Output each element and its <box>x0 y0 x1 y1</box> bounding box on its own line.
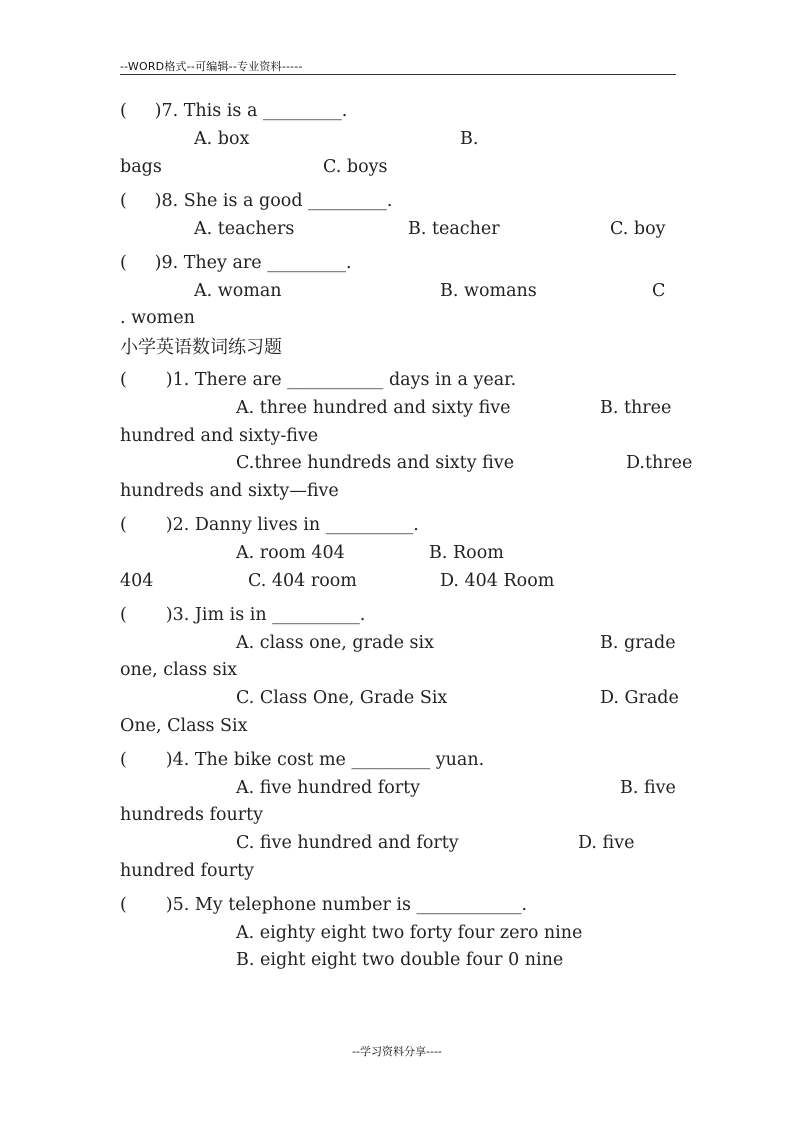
option-a: A. three hundred and sixty five <box>236 398 511 418</box>
question-9: ( )9. They are _________. <box>120 253 352 273</box>
question-7: ( )7. This is a _________. <box>120 101 348 121</box>
option-b: B. womans <box>440 281 537 301</box>
option-c: C <box>652 281 666 301</box>
option-a: A. eighty eight two forty four zero nine <box>236 923 583 943</box>
question-5: ( )5. My telephone number is ____________. <box>120 895 528 915</box>
option-a: A. box <box>194 129 250 149</box>
section-title: 小学英语数词练习题 <box>120 337 282 358</box>
option-d-text: hundred fourty <box>120 861 255 881</box>
option-c: C. boy <box>610 219 666 239</box>
page-header: --WORD格式--可编辑--专业资料----- <box>120 60 303 73</box>
question-2: ( )2. Danny lives in __________. <box>120 515 419 535</box>
question-3: ( )3. Jim is in __________. <box>120 605 366 625</box>
option-c: C. Class One, Grade Six <box>236 688 448 708</box>
option-c: C. five hundred and forty <box>236 833 459 853</box>
option-b: B. three <box>600 398 672 418</box>
option-a: A. woman <box>194 281 282 301</box>
option-b: B. eight eight two double four 0 nine <box>236 950 564 970</box>
option-d: D. Grade <box>600 688 679 708</box>
option-b: B. grade <box>600 633 676 653</box>
page-footer: --学习资料分享---- <box>352 1045 442 1058</box>
question-1: ( )1. There are ___________ days in a year. <box>120 370 517 390</box>
option-d-text: hundreds and sixty—five <box>120 481 339 501</box>
option-b-text: hundreds fourty <box>120 805 264 825</box>
option-d-text: One, Class Six <box>120 716 248 736</box>
option-d: D.three <box>626 453 693 473</box>
option-c-text: . women <box>120 308 195 328</box>
option-a: A. room 404 <box>236 543 345 563</box>
option-d: D. 404 Room <box>440 571 555 591</box>
option-a: A. class one, grade six <box>236 633 434 653</box>
option-c: C.three hundreds and sixty five <box>236 453 515 473</box>
option-b: B. five <box>620 778 676 798</box>
option-b-text: hundred and sixty-five <box>120 426 319 446</box>
question-4: ( )4. The bike cost me _________ yuan. <box>120 750 485 770</box>
option-b: B. teacher <box>408 219 500 239</box>
option-d: D. five <box>578 833 635 853</box>
header-divider <box>120 74 676 75</box>
option-b: B. Room <box>429 543 504 563</box>
option-c: C. boys <box>323 157 388 177</box>
option-c: C. 404 room <box>248 571 357 591</box>
option-a: A. teachers <box>194 219 295 239</box>
option-a: A. five hundred forty <box>236 778 421 798</box>
question-8: ( )8. She is a good _________. <box>120 191 393 211</box>
option-b-text: bags <box>120 157 162 177</box>
option-b: B. <box>460 129 479 149</box>
option-b-text: one, class six <box>120 660 238 680</box>
option-b-text: 404 <box>120 571 154 591</box>
